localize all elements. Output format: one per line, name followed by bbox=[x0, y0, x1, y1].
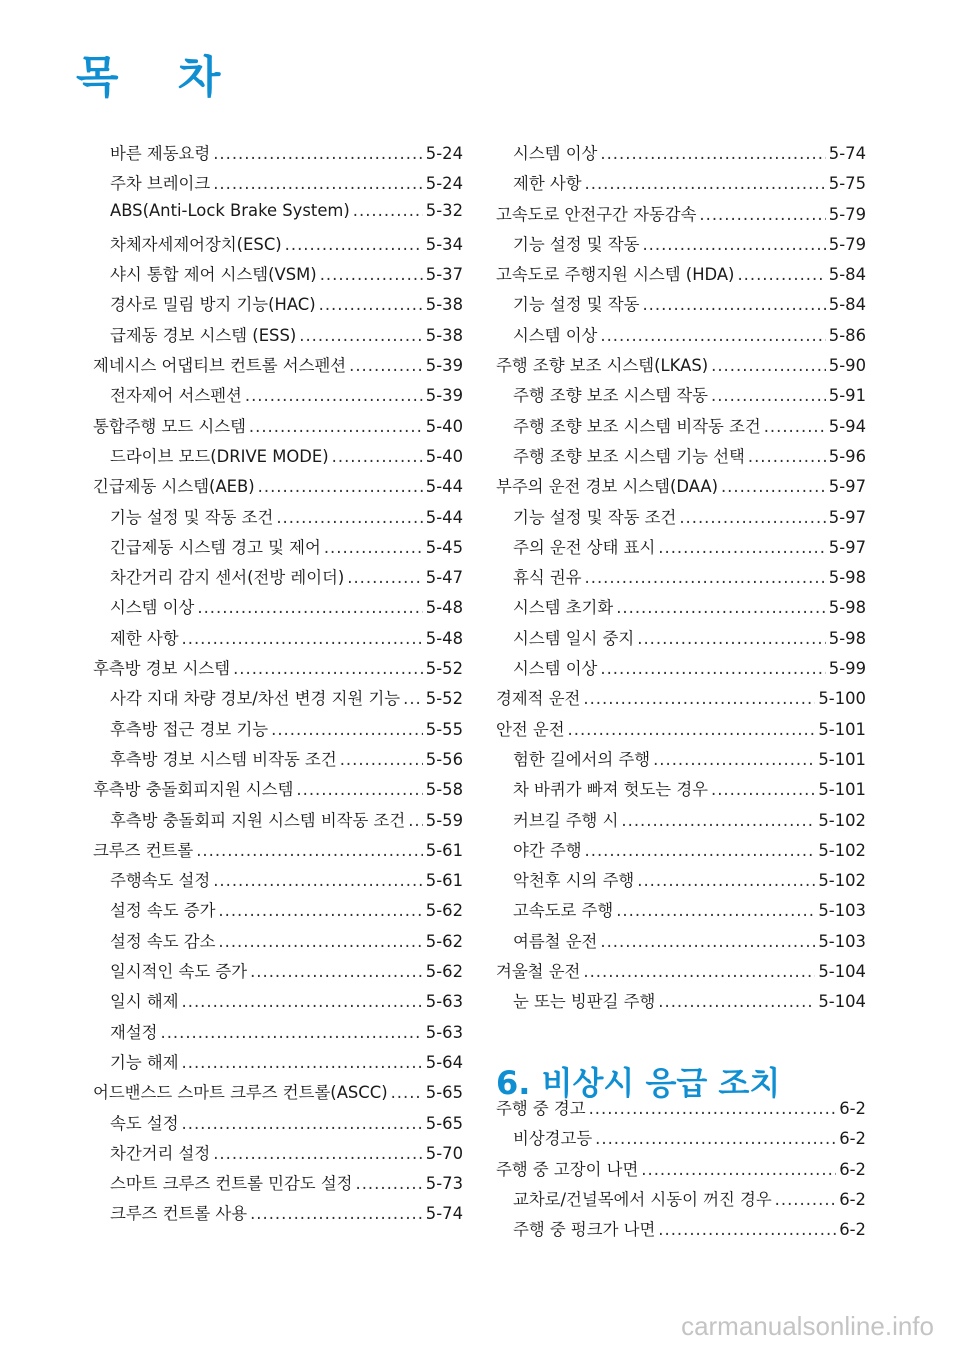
toc-entry-label: 제네시스 어댑티브 컨트롤 서스펜션 bbox=[93, 356, 347, 376]
toc-entry-page-number: 5-37 bbox=[425, 265, 463, 285]
toc-entry-page-number: 5-59 bbox=[425, 810, 463, 830]
toc-entry-page-number: 5-98 bbox=[828, 598, 866, 618]
dot-leader bbox=[600, 326, 825, 345]
toc-section-6 bbox=[496, 1095, 866, 1246]
toc-entry[interactable] bbox=[93, 776, 463, 806]
dot-leader bbox=[197, 598, 422, 617]
toc-entry-label: 악천후 시의 주행 bbox=[513, 871, 635, 891]
toc-entry-label: 눈 또는 빙판길 주행 bbox=[513, 992, 656, 1012]
dot-leader bbox=[699, 205, 825, 224]
toc-entry-label: 주행 조향 보조 시스템(LKAS) bbox=[496, 356, 709, 376]
dot-leader bbox=[658, 1220, 836, 1239]
toc-entry-label: 스마트 크루즈 컨트롤 민감도 설정 bbox=[110, 1174, 353, 1194]
toc-entry-page-number: 5-55 bbox=[425, 719, 463, 739]
toc-entry-label: 시스템 일시 중지 bbox=[513, 628, 635, 648]
toc-entry-label: 고속도로 안전구간 자동감속 bbox=[496, 204, 697, 224]
toc-entry-page-number: 5-39 bbox=[425, 386, 463, 406]
toc-entry-label: 주행속도 설정 bbox=[110, 871, 211, 891]
toc-entry-label: 바른 제동요령 bbox=[110, 144, 211, 163]
toc-entry-label: 재설정 bbox=[110, 1022, 158, 1042]
dot-leader bbox=[616, 901, 815, 920]
toc-entry-label: 후측방 충돌회피지원 시스템 bbox=[93, 780, 294, 800]
toc-entry-page-number: 6-2 bbox=[839, 1220, 866, 1240]
dot-leader bbox=[349, 356, 423, 375]
toc-entry-label: 후측방 충돌회피 지원 시스템 비작동 조건 bbox=[110, 810, 406, 830]
toc-entry[interactable] bbox=[93, 867, 463, 897]
toc-entry-page-number: 5-86 bbox=[828, 325, 866, 345]
toc-entry-label: 설정 속도 감소 bbox=[110, 931, 216, 951]
toc-entry-label: 시스템 이상 bbox=[513, 144, 598, 163]
dot-leader bbox=[324, 538, 423, 557]
dot-leader bbox=[299, 326, 423, 345]
toc-entry-label: 주의 운전 상태 표시 bbox=[513, 537, 656, 557]
toc-entry[interactable] bbox=[93, 594, 463, 624]
toc-entry[interactable] bbox=[93, 140, 463, 170]
toc-entry-page-number: 5-39 bbox=[425, 356, 463, 376]
dot-leader bbox=[585, 841, 816, 860]
dot-leader bbox=[775, 1190, 837, 1209]
toc-entry[interactable] bbox=[496, 1186, 866, 1216]
page-title: 목 차 bbox=[76, 52, 243, 103]
dot-leader bbox=[182, 1053, 423, 1072]
toc-entry-label: 기능 설정 및 작동 조건 bbox=[110, 507, 274, 527]
toc-entry-label: 커브길 주행 시 bbox=[513, 810, 619, 830]
toc-entry[interactable] bbox=[93, 534, 463, 564]
toc-entry[interactable] bbox=[496, 322, 866, 352]
toc-entry[interactable] bbox=[93, 928, 463, 958]
toc-entry[interactable] bbox=[496, 1125, 866, 1155]
toc-entry-label: 크루즈 컨트롤 사용 bbox=[110, 1204, 248, 1224]
dot-leader bbox=[764, 417, 826, 436]
toc-entry-label: 사각 지대 차량 경보/차선 변경 지원 기능 bbox=[110, 689, 401, 709]
dot-leader bbox=[585, 174, 826, 193]
toc-entry[interactable] bbox=[93, 1049, 463, 1079]
dot-leader bbox=[285, 235, 423, 254]
toc-entry[interactable] bbox=[93, 685, 463, 715]
toc-right-column bbox=[496, 140, 866, 1019]
toc-entry-label: 경제적 운전 bbox=[496, 689, 581, 709]
toc-entry[interactable] bbox=[496, 413, 866, 443]
toc-entry-page-number: 5-70 bbox=[425, 1143, 463, 1163]
toc-entry-label: 고속도로 주행 bbox=[513, 901, 614, 921]
toc-entry-page-number: 5-97 bbox=[828, 537, 866, 557]
toc-entry[interactable] bbox=[496, 443, 866, 473]
toc-entry[interactable] bbox=[496, 352, 866, 382]
toc-entry-label: 시스템 이상 bbox=[110, 598, 195, 618]
toc-entry[interactable] bbox=[93, 1200, 463, 1230]
toc-entry-page-number: 5-56 bbox=[425, 749, 463, 769]
toc-entry[interactable] bbox=[93, 291, 463, 321]
toc-entry-label: 후측방 접근 경보 기능 bbox=[110, 719, 269, 739]
toc-entry-label: 드라이브 모드(DRIVE MODE) bbox=[110, 446, 329, 466]
toc-entry-page-number: 5-97 bbox=[828, 507, 866, 527]
dot-leader bbox=[595, 1129, 836, 1148]
toc-entry[interactable] bbox=[496, 261, 866, 291]
toc-entry[interactable] bbox=[496, 1156, 866, 1186]
dot-leader bbox=[658, 992, 815, 1011]
dot-leader bbox=[737, 265, 825, 284]
toc-entry-page-number: 5-101 bbox=[818, 749, 866, 769]
toc-entry-page-number: 6-2 bbox=[839, 1189, 866, 1209]
dot-leader bbox=[233, 659, 423, 678]
dot-leader bbox=[621, 811, 815, 830]
toc-entry-label: 겨울철 운전 bbox=[496, 962, 581, 982]
toc-entry-page-number: 5-97 bbox=[828, 477, 866, 497]
toc-entry-label: 부주의 운전 경보 시스템(DAA) bbox=[496, 477, 718, 497]
dot-leader bbox=[641, 1160, 836, 1179]
dot-leader bbox=[213, 144, 423, 163]
dot-leader bbox=[642, 235, 825, 254]
toc-entry-label: 기능 설정 및 작동 bbox=[513, 295, 640, 315]
toc-entry-page-number: 5-40 bbox=[425, 446, 463, 466]
dot-leader bbox=[658, 538, 826, 557]
dot-leader bbox=[218, 901, 422, 920]
toc-entry[interactable] bbox=[93, 807, 463, 837]
toc-entry-label: 어드밴스드 스마트 크루즈 컨트롤(ASCC) bbox=[93, 1083, 388, 1103]
toc-entry-label: 긴급제동 시스템(AEB) bbox=[93, 477, 255, 497]
toc-left-column bbox=[93, 140, 463, 1231]
toc-entry-label: 일시적인 속도 증가 bbox=[110, 962, 248, 982]
toc-entry[interactable] bbox=[93, 958, 463, 988]
toc-entry[interactable] bbox=[93, 322, 463, 352]
dot-leader bbox=[711, 386, 826, 405]
toc-entry-page-number: 5-65 bbox=[425, 1113, 463, 1133]
toc-entry-page-number: 5-99 bbox=[828, 659, 866, 679]
toc-entry[interactable] bbox=[93, 413, 463, 443]
section-6-heading: 6. 비상시 응급 조치 bbox=[496, 1064, 781, 1102]
toc-entry-label: 전자제어 서스펜션 bbox=[110, 386, 242, 406]
toc-entry-label: 제한 사항 bbox=[110, 628, 179, 648]
toc-entry-page-number: 5-101 bbox=[818, 719, 866, 739]
dot-leader bbox=[196, 841, 423, 860]
toc-entry[interactable] bbox=[496, 201, 866, 231]
toc-entry-page-number: 5-90 bbox=[828, 356, 866, 376]
toc-entry-label: 주행 중 펑크가 나면 bbox=[513, 1220, 656, 1240]
toc-entry-label: 안전 운전 bbox=[496, 719, 565, 739]
toc-entry[interactable] bbox=[93, 261, 463, 291]
toc-entry-label: 고속도로 주행지원 시스템 (HDA) bbox=[496, 265, 735, 285]
dot-leader bbox=[679, 508, 825, 527]
toc-entry-label: 주행 조향 보조 시스템 작동 bbox=[513, 386, 709, 406]
toc-entry[interactable] bbox=[93, 382, 463, 412]
dot-leader bbox=[653, 750, 815, 769]
toc-entry-page-number: 6-2 bbox=[839, 1159, 866, 1179]
toc-entry-page-number: 6-2 bbox=[839, 1129, 866, 1149]
dot-leader bbox=[637, 871, 815, 890]
dot-leader bbox=[583, 962, 815, 981]
toc-entry-page-number: 5-101 bbox=[818, 780, 866, 800]
dot-leader bbox=[296, 780, 422, 799]
dot-leader bbox=[711, 356, 826, 375]
dot-leader bbox=[320, 265, 423, 284]
toc-entry[interactable] bbox=[496, 988, 866, 1018]
dot-leader bbox=[600, 932, 815, 951]
toc-entry[interactable] bbox=[496, 231, 866, 261]
toc-entry-label: 차체자세제어장치(ESC) bbox=[110, 234, 282, 254]
toc-entry-label: 기능 해제 bbox=[110, 1052, 179, 1072]
toc-entry[interactable] bbox=[496, 897, 866, 927]
toc-entry-label: 비상경고등 bbox=[513, 1129, 593, 1149]
toc-entry-label: 주행 중 경고 bbox=[496, 1099, 586, 1118]
toc-entry-label: 샤시 통합 제어 시스템(VSM) bbox=[110, 265, 317, 285]
toc-entry-page-number: 5-103 bbox=[818, 901, 866, 921]
dot-leader bbox=[161, 1023, 423, 1042]
toc-entry-page-number: 5-94 bbox=[828, 416, 866, 436]
toc-entry[interactable] bbox=[93, 897, 463, 927]
toc-entry[interactable] bbox=[496, 655, 866, 685]
toc-entry-page-number: 5-61 bbox=[425, 840, 463, 860]
toc-entry-page-number: 5-84 bbox=[828, 295, 866, 315]
toc-entry-page-number: 5-48 bbox=[425, 628, 463, 648]
toc-entry[interactable] bbox=[496, 807, 866, 837]
toc-entry-page-number: 5-74 bbox=[828, 144, 866, 163]
dot-leader bbox=[408, 811, 423, 830]
toc-entry[interactable] bbox=[93, 504, 463, 534]
toc-entry[interactable] bbox=[93, 988, 463, 1018]
toc-entry-page-number: 5-24 bbox=[425, 174, 463, 194]
dot-leader bbox=[403, 689, 423, 708]
toc-entry[interactable] bbox=[93, 170, 463, 200]
toc-entry[interactable] bbox=[496, 746, 866, 776]
toc-entry[interactable] bbox=[496, 837, 866, 867]
toc-entry-label: 차 바퀴가 빠져 헛도는 경우 bbox=[513, 780, 709, 800]
toc-entry[interactable] bbox=[93, 231, 463, 261]
toc-entry-label: 험한 길에서의 주행 bbox=[513, 749, 651, 769]
toc-entry-label: 주행 조향 보조 시스템 기능 선택 bbox=[513, 446, 745, 466]
dot-leader bbox=[616, 598, 826, 617]
toc-entry[interactable] bbox=[93, 564, 463, 594]
toc-entry-label: 일시 해제 bbox=[110, 992, 179, 1012]
toc-entry-label: 여름철 운전 bbox=[513, 931, 598, 951]
toc-entry[interactable] bbox=[93, 746, 463, 776]
toc-entry-page-number: 5-45 bbox=[425, 537, 463, 557]
dot-leader bbox=[218, 932, 422, 951]
toc-entry-label: 경사로 밀림 방지 기능(HAC) bbox=[110, 295, 316, 315]
toc-entry-page-number: 5-38 bbox=[425, 295, 463, 315]
toc-entry-page-number: 5-63 bbox=[425, 992, 463, 1012]
toc-entry-page-number: 5-61 bbox=[425, 871, 463, 891]
toc-entry[interactable] bbox=[496, 534, 866, 564]
dot-leader bbox=[213, 871, 423, 890]
dot-leader bbox=[583, 689, 815, 708]
toc-entry-page-number: 5-65 bbox=[425, 1083, 463, 1103]
dot-leader bbox=[353, 201, 423, 220]
watermark: carmanualsonline.info bbox=[681, 1311, 934, 1341]
dot-leader bbox=[249, 417, 423, 436]
toc-entry[interactable] bbox=[496, 867, 866, 897]
dot-leader bbox=[276, 508, 422, 527]
toc-entry-page-number: 5-44 bbox=[425, 477, 463, 497]
dot-leader bbox=[711, 780, 815, 799]
dot-leader bbox=[600, 144, 825, 163]
toc-entry[interactable] bbox=[496, 716, 866, 746]
toc-entry[interactable] bbox=[93, 201, 463, 231]
dot-leader bbox=[721, 477, 826, 496]
toc-entry-page-number: 5-84 bbox=[828, 265, 866, 285]
toc-entry-page-number: 5-52 bbox=[425, 659, 463, 679]
toc-entry[interactable] bbox=[496, 594, 866, 624]
toc-entry[interactable] bbox=[496, 776, 866, 806]
toc-entry-label: 시스템 이상 bbox=[513, 659, 598, 679]
toc-entry[interactable] bbox=[93, 655, 463, 685]
toc-entry[interactable] bbox=[93, 716, 463, 746]
dot-leader bbox=[250, 962, 423, 981]
toc-entry-page-number: 5-73 bbox=[425, 1174, 463, 1194]
dot-leader bbox=[245, 386, 423, 405]
toc-entry[interactable] bbox=[496, 504, 866, 534]
toc-entry[interactable] bbox=[93, 1019, 463, 1049]
dot-leader bbox=[340, 750, 423, 769]
toc-entry-page-number: 5-98 bbox=[828, 628, 866, 648]
toc-entry[interactable] bbox=[93, 625, 463, 655]
toc-entry[interactable] bbox=[93, 1079, 463, 1109]
toc-entry-page-number: 5-58 bbox=[425, 780, 463, 800]
toc-entry[interactable] bbox=[496, 958, 866, 988]
toc-entry-page-number: 5-79 bbox=[828, 204, 866, 224]
toc-entry-label: 시스템 초기화 bbox=[513, 598, 614, 618]
toc-entry[interactable] bbox=[496, 473, 866, 503]
dot-leader bbox=[391, 1083, 423, 1102]
toc-entry[interactable] bbox=[93, 443, 463, 473]
toc-entry[interactable] bbox=[93, 1140, 463, 1170]
dot-leader bbox=[319, 295, 423, 314]
toc-entry-page-number: 5-62 bbox=[425, 962, 463, 982]
toc-entry[interactable] bbox=[93, 473, 463, 503]
toc-entry-label: 제한 사항 bbox=[513, 174, 582, 194]
dot-leader bbox=[258, 477, 423, 496]
toc-entry[interactable] bbox=[496, 1216, 866, 1246]
toc-entry-page-number: 5-38 bbox=[425, 325, 463, 345]
toc-entry-page-number: 5-79 bbox=[828, 234, 866, 254]
dot-leader bbox=[600, 659, 825, 678]
toc-entry-label: 크루즈 컨트롤 bbox=[93, 840, 194, 860]
dot-leader bbox=[182, 992, 423, 1011]
toc-entry-label: 야간 주행 bbox=[513, 840, 582, 860]
toc-entry[interactable] bbox=[496, 291, 866, 321]
toc-entry-page-number: 5-102 bbox=[818, 810, 866, 830]
toc-entry-label: 긴급제동 시스템 경고 및 제어 bbox=[110, 537, 321, 557]
dot-leader bbox=[748, 447, 826, 466]
toc-entry-label: 후측방 경보 시스템 비작동 조건 bbox=[110, 749, 337, 769]
toc-entry-page-number: 5-52 bbox=[425, 689, 463, 709]
dot-leader bbox=[589, 1099, 837, 1118]
toc-entry[interactable] bbox=[93, 1110, 463, 1140]
dot-leader bbox=[585, 568, 826, 587]
toc-entry-label: 교차로/건널목에서 시동이 꺼진 경우 bbox=[513, 1189, 772, 1209]
toc-entry-page-number: 5-64 bbox=[425, 1052, 463, 1072]
toc-entry-page-number: 5-24 bbox=[425, 144, 463, 163]
toc-entry[interactable] bbox=[496, 685, 866, 715]
toc-entry[interactable] bbox=[496, 928, 866, 958]
toc-entry-page-number: 5-34 bbox=[425, 234, 463, 254]
dot-leader bbox=[347, 568, 423, 587]
toc-entry-page-number: 5-96 bbox=[828, 446, 866, 466]
toc-entry-label: 주차 브레이크 bbox=[110, 174, 211, 194]
toc-entry[interactable] bbox=[496, 170, 866, 200]
toc-entry-label: 시스템 이상 bbox=[513, 325, 598, 345]
toc-entry-page-number: 5-104 bbox=[818, 992, 866, 1012]
toc-entry[interactable] bbox=[93, 1170, 463, 1200]
toc-entry-page-number: 5-91 bbox=[828, 386, 866, 406]
toc-entry-label: 기능 설정 및 작동 조건 bbox=[513, 507, 677, 527]
dot-leader bbox=[332, 447, 423, 466]
toc-entry-page-number: 5-104 bbox=[818, 962, 866, 982]
toc-entry-page-number: 5-102 bbox=[818, 871, 866, 891]
toc-entry-page-number: 5-100 bbox=[818, 689, 866, 709]
toc-entry-page-number: 5-44 bbox=[425, 507, 463, 527]
toc-entry-label: 휴식 권유 bbox=[513, 568, 582, 588]
toc-entry[interactable] bbox=[93, 352, 463, 382]
dot-leader bbox=[182, 629, 423, 648]
toc-entry-label: 후측방 경보 시스템 bbox=[93, 659, 231, 679]
toc-entry-label: 주행 조향 보조 시스템 비작동 조건 bbox=[513, 416, 761, 436]
toc-entry-label: 주행 중 고장이 나면 bbox=[496, 1159, 639, 1179]
dot-leader bbox=[356, 1174, 423, 1193]
toc-entry-page-number: 5-48 bbox=[425, 598, 463, 618]
toc-entry-label: 급제동 경보 시스템 (ESS) bbox=[110, 325, 297, 345]
toc-entry-page-number: 5-47 bbox=[425, 568, 463, 588]
toc-entry-page-number: 5-102 bbox=[818, 840, 866, 860]
dot-leader bbox=[642, 295, 825, 314]
toc-entry[interactable] bbox=[496, 1095, 866, 1125]
toc-entry-label: 차간거리 감지 센서(전방 레이더) bbox=[110, 568, 345, 588]
dot-leader bbox=[250, 1204, 423, 1223]
toc-entry-page-number: 5-62 bbox=[425, 901, 463, 921]
toc-entry[interactable] bbox=[496, 140, 866, 170]
toc-entry-page-number: 6-2 bbox=[839, 1099, 866, 1118]
toc-entry-label: 설정 속도 증가 bbox=[110, 901, 216, 921]
toc-entry-page-number: 5-40 bbox=[425, 416, 463, 436]
toc-entry[interactable] bbox=[496, 564, 866, 594]
toc-entry-label: 차간거리 설정 bbox=[110, 1143, 211, 1163]
dot-leader bbox=[271, 720, 423, 739]
toc-entry-page-number: 5-32 bbox=[425, 200, 463, 220]
toc-entry-page-number: 5-62 bbox=[425, 931, 463, 951]
toc-entry[interactable] bbox=[93, 837, 463, 867]
toc-entry-page-number: 5-75 bbox=[828, 174, 866, 194]
toc-entry-page-number: 5-98 bbox=[828, 568, 866, 588]
dot-leader bbox=[637, 629, 826, 648]
toc-entry-label: 속도 설정 bbox=[110, 1113, 179, 1133]
toc-entry[interactable] bbox=[496, 382, 866, 412]
toc-entry-page-number: 5-63 bbox=[425, 1022, 463, 1042]
toc-entry[interactable] bbox=[496, 625, 866, 655]
dot-leader bbox=[213, 1144, 423, 1163]
toc-entry-label: ABS(Anti-Lock Brake System) bbox=[110, 200, 350, 220]
dot-leader bbox=[568, 720, 816, 739]
toc-entry-label: 기능 설정 및 작동 bbox=[513, 234, 640, 254]
dot-leader bbox=[182, 1114, 423, 1133]
toc-entry-page-number: 5-103 bbox=[818, 931, 866, 951]
dot-leader bbox=[213, 174, 423, 193]
toc-entry-label: 통합주행 모드 시스템 bbox=[93, 416, 246, 436]
toc-entry-page-number: 5-74 bbox=[425, 1204, 463, 1224]
